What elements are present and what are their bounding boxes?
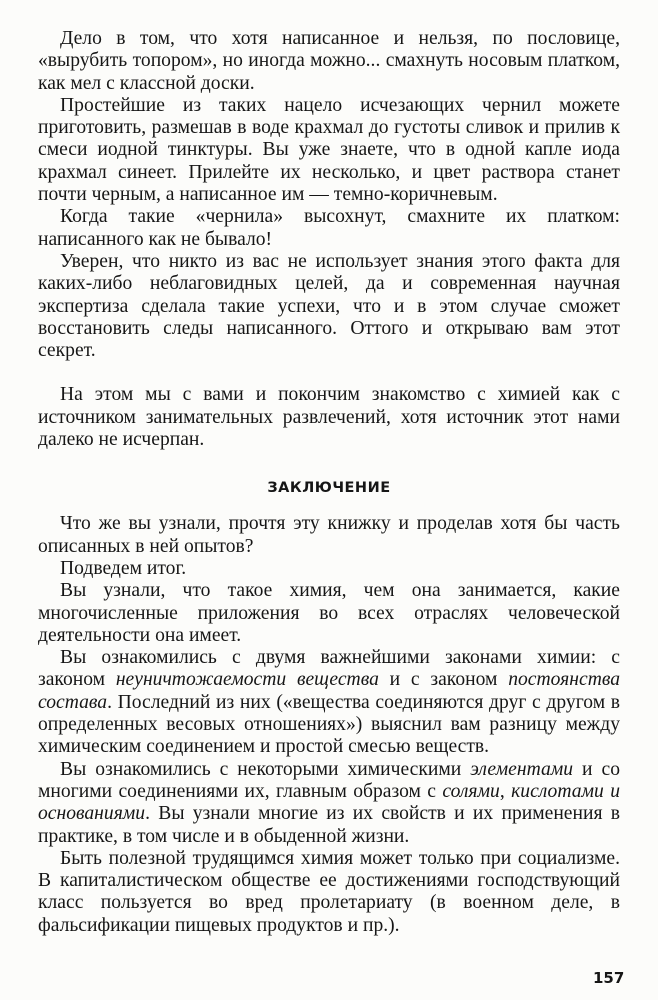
text-run: , <box>499 780 512 802</box>
paragraph: Уверен, что никто из вас не использует знания этого факта для каких-либо неблаговидных целей, да и современная научная экспертиза сделала такие успехи, что и в этом случае сможет восстановить следы написанного. Оттого и открываю вам этот секрет. <box>38 250 620 362</box>
text-run: и с законом <box>378 669 509 691</box>
laws-paragraph <box>38 647 620 758</box>
paragraph-gap <box>38 362 620 384</box>
italic-term: солями <box>442 780 500 802</box>
elements-paragraph <box>38 759 620 848</box>
italic-term: постоянства состава <box>38 669 621 713</box>
paragraph: Дело в том, что хотя написанное и нельзя, по пословице, «вырубить топором», но иногда можно... смахнуть носовым платком, как мел с классной доски. <box>38 28 620 94</box>
paragraph: Что же вы узнали, прочтя эту книжку и проделав хотя бы часть описанных в ней опытов? <box>38 513 620 557</box>
text-run: Вы ознакомились с некоторыми химическими <box>60 758 471 780</box>
body-text <box>38 28 620 937</box>
italic-term: кислотами и основаниями <box>38 780 620 825</box>
text-run: . Последний из них («вещества соединяются друг с другом в определенных весовых отношениях») выяснил вам разницу между химическим соединением и простой смесью веществ. <box>38 691 620 758</box>
italic-term: элементами <box>470 758 574 780</box>
italic-term: неуничтожаемости вещества <box>115 669 379 691</box>
paragraph: Быть полезной трудящимся химия может только при социализме. В капиталистическом обществе ее достижениями господствующий класс пользуется во вред пролетариату (в военном деле, в фальсификации пищевых продуктов и пр.). <box>38 847 620 936</box>
paragraph: Вы узнали, что такое химия, чем она занимается, какие многочисленные приложения во всех отраслях человеческой деятельности она имеет. <box>38 580 620 646</box>
paragraph: Простейшие из таких нацело исчезающих чернил можете приготовить, размешав в воде крахмал до густоты сливок и прилив к смеси иодной тинктуры. Вы уже знаете, что в одной капле иода крахмал синеет. Прилейте их несколько, и цвет раствора станет почти черным, а написанное им — темно-коричневым. <box>38 94 620 206</box>
text-run: Вы ознакомились с двумя важнейшими законами химии: с законом <box>38 647 620 691</box>
text-run: и со многими соединениями их, главным образом с <box>38 758 620 802</box>
paragraph: Когда такие «чернила» высохнут, смахните их платком: написанного как не бывало! <box>38 206 620 250</box>
closing-paragraph: На этом мы с вами и покончим знакомство с химией как с источником занимательных развлечений, хотя источник этот нами далеко не исчерпан. <box>38 384 620 451</box>
page-number: 157 <box>593 969 625 987</box>
text-run: . Вы узнали многие из их свойств и их применения в практике, в том числе и в обыденной жизни. <box>38 803 620 847</box>
section-heading: ЗАКЛЮЧЕНИЕ <box>267 480 391 497</box>
paragraph: Подведем итог. <box>60 557 187 579</box>
